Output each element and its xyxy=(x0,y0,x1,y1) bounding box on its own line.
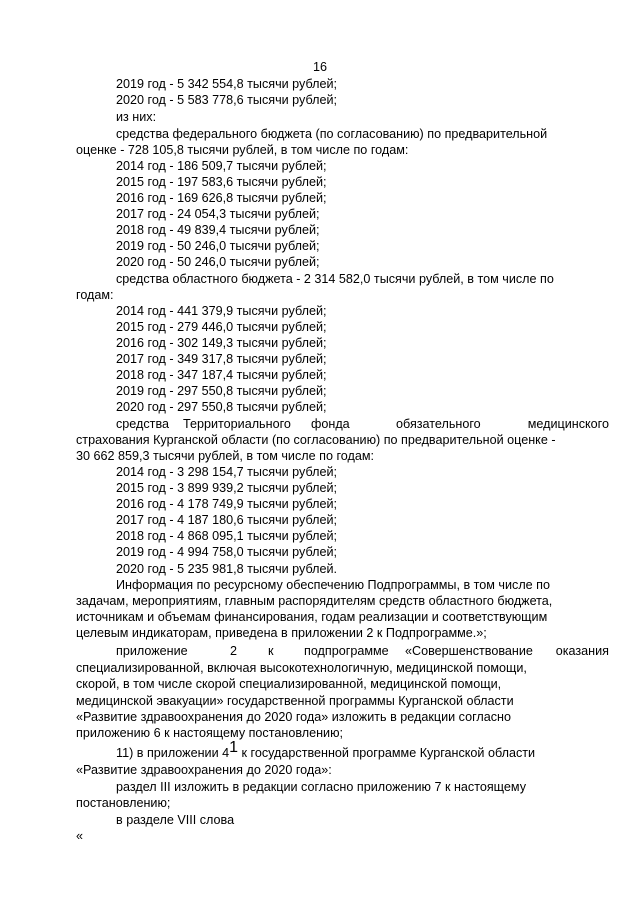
text-line: 2015 год - 279 446,0 тысячи рублей; xyxy=(116,320,327,334)
text-line: раздел III изложить в редакции согласно приложению 7 к настоящему xyxy=(116,780,526,794)
word: приложение xyxy=(116,644,188,658)
text-line: специализированной, включая высокотехнологичную, медицинской помощи, xyxy=(76,661,527,675)
text-line: 2016 год - 4 178 749,9 тысячи рублей; xyxy=(116,497,337,511)
text-line: 2019 год - 4 994 758,0 тысячи рублей; xyxy=(116,545,337,559)
text-line: 30 662 859,3 тысячи рублей, в том числе по годам: xyxy=(76,449,374,463)
text-line: «Развитие здравоохранения до 2020 года» изложить в редакции согласно xyxy=(76,710,511,724)
text-line: 2017 год - 24 054,3 тысячи рублей; xyxy=(116,207,320,221)
text-line: страхования Курганской области (по согласованию) по предварительной оценке - xyxy=(76,433,556,447)
text-span: к государственной программе Курганской области xyxy=(238,746,536,760)
text-line: 2018 год - 4 868 095,1 тысячи рублей; xyxy=(116,529,337,543)
text-line: 2020 год - 50 246,0 тысячи рублей; xyxy=(116,255,320,269)
text-line: 2016 год - 302 149,3 тысячи рублей; xyxy=(116,336,327,350)
text-line: оценке - 728 105,8 тысячи рублей, в том числе по годам: xyxy=(76,143,409,157)
text-line: в разделе VIII слова xyxy=(116,813,235,827)
text-line: 2014 год - 186 509,7 тысячи рублей; xyxy=(116,159,327,173)
page-number: 16 xyxy=(312,60,327,74)
justified-line xyxy=(116,643,609,659)
text-line: целевым индикаторам, приведена в приложении 2 к Подпрограмме.»; xyxy=(76,626,487,640)
word: 2 xyxy=(230,644,238,658)
text-line: источникам и объемам финансирования, годам реализации и соответствующим xyxy=(76,610,548,624)
text-line: годам: xyxy=(76,288,114,302)
text-line: 2017 год - 349 317,8 тысячи рублей; xyxy=(116,352,327,366)
text-line: 2015 год - 197 583,6 тысячи рублей; xyxy=(116,175,327,189)
text-line: приложению 6 к настоящему постановлению; xyxy=(76,726,344,740)
word: «Совершенствование xyxy=(405,644,533,658)
text-line: 2020 год - 5 583 778,6 тысячи рублей; xyxy=(116,93,337,107)
justified-line xyxy=(116,416,609,432)
text-line: 2015 год - 3 899 939,2 тысячи рублей; xyxy=(116,481,337,495)
superscript: 1 xyxy=(229,739,239,756)
word: к xyxy=(268,644,274,658)
text-line: 2017 год - 4 187 180,6 тысячи рублей; xyxy=(116,513,337,527)
word: фонда xyxy=(311,417,350,431)
text-line: « xyxy=(76,829,84,843)
text-line: 2020 год - 297 550,8 тысячи рублей; xyxy=(116,400,327,414)
text-line: 2014 год - 3 298 154,7 тысячи рублей; xyxy=(116,465,337,479)
text-line: 2019 год - 5 342 554,8 тысячи рублей; xyxy=(116,77,337,91)
text-line: 2018 год - 49 839,4 тысячи рублей; xyxy=(116,223,320,237)
text-line: задачам, мероприятиям, главным распорядителям средств областного бюджета, xyxy=(76,594,553,608)
word: медицинского xyxy=(527,417,609,431)
word: средства xyxy=(116,417,169,431)
text-line: постановлению; xyxy=(76,796,171,810)
text-line: 2014 год - 441 379,9 тысячи рублей; xyxy=(116,304,327,318)
text-line: средства областного бюджета - 2 314 582,0 тысячи рублей, в том числе по xyxy=(116,272,554,286)
word: обязательного xyxy=(396,417,481,431)
text-line: «Развитие здравоохранения до 2020 года»: xyxy=(76,763,332,777)
text-line xyxy=(116,739,536,761)
text-line: 2019 год - 297 550,8 тысячи рублей; xyxy=(116,384,327,398)
word: подпрограмме xyxy=(304,644,389,658)
word: оказания xyxy=(555,644,609,658)
text-line: 2018 год - 347 187,4 тысячи рублей; xyxy=(116,368,327,382)
word: Территориального xyxy=(183,417,291,431)
text-line: Информация по ресурсному обеспечению Подпрограммы, в том числе по xyxy=(116,578,550,592)
text-line: 2020 год - 5 235 981,8 тысячи рублей. xyxy=(116,562,337,576)
text-line: средства федерального бюджета (по согласованию) по предварительной xyxy=(116,127,548,141)
text-line: из них: xyxy=(116,110,157,124)
text-line: 2019 год - 50 246,0 тысячи рублей; xyxy=(116,239,320,253)
text-line: 2016 год - 169 626,8 тысячи рублей; xyxy=(116,191,327,205)
text-line: скорой, в том числе скорой специализированной, медицинской помощи, xyxy=(76,677,502,691)
text-line: медицинской эвакуации» государственной программы Курганской области xyxy=(76,694,514,708)
text-span: 11) в приложении 4 xyxy=(116,746,230,760)
